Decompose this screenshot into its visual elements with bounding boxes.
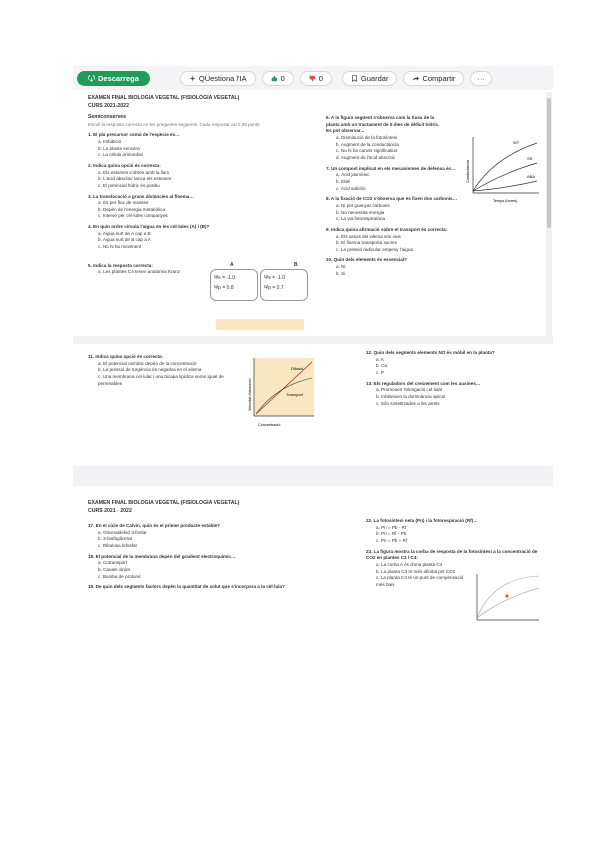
answer-option: a. Cotransport xyxy=(98,560,128,566)
answer-option: c. Pn = Pb + Rf xyxy=(376,537,408,543)
thumbs-up-icon xyxy=(271,75,278,82)
answer-option: c. La via fotorespiratòria xyxy=(336,216,386,222)
series-label: Transport xyxy=(286,392,303,397)
document-page-1 xyxy=(88,95,543,330)
question-17: 17. En el cicle de Calvin, quin és el primer producte estable? xyxy=(88,523,220,529)
more-options-icon: ··· xyxy=(477,73,485,83)
cell-a-psi-p: Ψp = 0.8 xyxy=(214,285,234,291)
share-label: Compartir xyxy=(422,73,456,83)
save-label: Guardar xyxy=(360,73,389,83)
answer-option: a. Gliceraldehid 3-fosfat xyxy=(98,529,147,535)
question-6: 6. A la figura següent s'observa com la tiosa de la planta amb un tractament de 5 dies de dèficit hídric. Es pot observar... xyxy=(326,115,440,134)
answer-option: c. Són sintetitzades a les arrels xyxy=(376,400,440,406)
section-title: Semiconserves xyxy=(88,114,127,121)
dislike-count: 0 xyxy=(318,73,323,83)
answer-option: a. Els vasos del xilema són vius xyxy=(336,233,401,239)
like-count: 0 xyxy=(280,73,285,83)
y-axis-label: Velocitat d'absorció xyxy=(248,378,252,411)
answer-option: d. Augment de l'àcid abscísic xyxy=(336,154,396,160)
cloud-download-icon xyxy=(88,75,95,82)
answer-option: c. Intervé per cèl·lules companyes xyxy=(98,213,168,219)
answer-option: b. Ca xyxy=(376,363,387,369)
question-12: 12. Quin dels següents elements NO és mòbil en la planta? xyxy=(366,350,495,355)
exam-title: EXAMEN FINAL BIOLOGIA VEGETAL (FISIOLOGIA VEGETAL) xyxy=(88,500,240,506)
answer-option: b. No necessita energia xyxy=(336,209,385,215)
answer-option: b. Pn = Rf - Pb xyxy=(376,531,407,537)
question-8: 8. A la fixació de CO2 s'observa que es fixen dos carbonis… xyxy=(326,196,458,202)
answer-option: a. Imbibició xyxy=(98,138,122,144)
question-22: 22. La fotosíntesi neta (Pn) i la fotorespiració (Rf)… xyxy=(366,518,478,523)
document-page-2 xyxy=(88,350,543,460)
figure-thumbnail xyxy=(216,319,304,330)
answer-option: c. Bomba de protons xyxy=(98,573,141,579)
question-13: 13. Els reguladors del creixement com les auxines… xyxy=(366,380,481,386)
scrollbar-thumb[interactable] xyxy=(547,98,551,228)
question-18: 18. El potencial de la membrana depèn del gradient electroquímic… xyxy=(88,553,236,559)
answer-option: a. Disminució de la fotosíntesi xyxy=(336,134,398,140)
ask-ai-label: QÜestiona l'IA xyxy=(198,73,247,83)
answer-option: c. Ribulosa bifosfat xyxy=(98,543,137,549)
answer-option: b. L'àcid abscísic tanca els estomes xyxy=(98,176,172,182)
answer-option: b. Si xyxy=(336,270,346,276)
answer-option: b. Canals iònics xyxy=(98,567,131,572)
exam-course: CURS 2021 - 2022 xyxy=(88,507,132,514)
question-4: 4. En quin ordre circula l'aigua en les cel·lules (A) i (B)? xyxy=(88,224,210,230)
series-label: WT xyxy=(513,140,520,145)
answer-option: a. K xyxy=(376,356,385,362)
answer-option: a. Ni xyxy=(336,264,346,270)
like-button[interactable] xyxy=(262,71,294,86)
share-button[interactable] xyxy=(403,71,464,86)
question-2: 2. Indica quina opció és correcta: xyxy=(88,162,161,168)
answer-option: a. Les plantes C4 tenen anatomia Kranz xyxy=(98,269,180,275)
exam-course: CURS 2021-2022 xyxy=(88,102,129,109)
answer-option: a. Es per flux de masses xyxy=(98,200,149,206)
cell-b-label: B xyxy=(294,262,298,268)
sparkle-icon xyxy=(189,75,196,82)
question-1: 1. El pla precursor comú de l'espècie és… xyxy=(88,132,180,138)
answer-option: a. Àcid jasmònic xyxy=(336,172,370,178)
answer-option: c. La célula primordial xyxy=(98,152,143,158)
question-11: 11. Indica quina opció és correcta: xyxy=(88,354,164,359)
series-label: SR xyxy=(527,156,533,161)
answer-option: c. No hi ha moviment xyxy=(98,244,142,250)
answer-option: a. Pn = Pb - Rf xyxy=(376,524,407,530)
x-axis-label: Temps (hores) xyxy=(493,199,518,203)
series-label: Difusió xyxy=(291,366,304,371)
question-5: 5. Indica la resposta correcta: xyxy=(88,262,153,268)
answer-option: b. El floema transporta sucres xyxy=(336,240,398,246)
answer-option: a. El potencial osmòtic depèn de la concentració xyxy=(98,360,197,366)
more-options-button[interactable] xyxy=(470,71,492,86)
cell-a-psi-s: Ψs = -1.0 xyxy=(214,275,235,281)
download-label: Descarrega xyxy=(98,73,139,83)
answer-option: c. Una membrana cel·lular i una bicapa lipídica seran igual de permeables xyxy=(98,373,224,386)
answer-option: a. Aigua surt de A cap a B xyxy=(98,230,151,236)
answer-option: c. Àcid salicílic xyxy=(336,185,366,191)
answer-option: a. Promouen l'elongació cel·lular xyxy=(376,387,443,393)
download-button[interactable] xyxy=(77,71,150,86)
question-3: 3. La translocació a grans distàncies al floema… xyxy=(88,193,194,199)
dislike-button[interactable] xyxy=(300,71,332,86)
cell-a xyxy=(210,269,258,301)
answer-option: c. No hi ha canvis significatius xyxy=(336,148,398,154)
answer-option: b. La pressió de turgència és negativa en el xilema xyxy=(98,367,202,373)
ask-ai-button[interactable] xyxy=(180,71,256,86)
answer-option: b. Depèn de l'energia metabòlica xyxy=(98,206,166,212)
question-19: 19. De quin dels següents factors depèn la quantitat de solut que s'incorpora a la cèl·lula? xyxy=(88,584,285,590)
cell-b-psi-p: Ψp = 0.7 xyxy=(264,285,284,291)
answer-option: c. P xyxy=(376,369,384,375)
save-button[interactable] xyxy=(342,71,398,86)
y-axis-label: Conductància xyxy=(466,159,470,183)
answer-option: a. La corba A és d'una planta C4 xyxy=(376,561,443,567)
answer-option: b. Inhibeixen la dominància apical xyxy=(376,393,445,399)
share-icon xyxy=(412,75,419,82)
scrollbar[interactable] xyxy=(546,92,552,342)
answer-option: a. Ni pot guanyar carbonis xyxy=(336,202,390,208)
x-axis-label: Concentració xyxy=(258,423,281,427)
answer-option: b. 3-fosfoglicerat xyxy=(98,536,132,542)
answer-option: a. Els estomes s'obren amb la llum xyxy=(98,169,170,175)
page-separator xyxy=(73,466,553,486)
question-23: 23. La figura mostra la corba de resposta de la fotosíntesi a la concentració de CO2 en plantes C3 i C4: xyxy=(366,548,538,561)
answer-option: b. La planta C3 té més afinitat pel CO2 xyxy=(376,568,456,574)
cell-b xyxy=(260,269,308,301)
answer-option: b. Augment de la conductància xyxy=(336,141,399,147)
answer-option: b. Aigua surt de B cap a A xyxy=(98,237,151,243)
co2-response-graph xyxy=(473,572,541,624)
exam-intro: Escull la resposta correcta en les preguntes següents. Cada resposta val 0,25 punts. xyxy=(88,121,261,127)
series-label: ABA xyxy=(527,174,536,179)
question-7: 7. Un compost implicat en els mecanismes de defensa és… xyxy=(326,165,456,171)
question-10: 10. Quin dels elements és essencial? xyxy=(326,257,407,263)
cell-b-psi-s: Ψs = -1.0 xyxy=(264,275,285,281)
thumbs-down-icon xyxy=(309,75,316,82)
document-page-3 xyxy=(88,500,543,640)
answer-option: b. La planta sencera xyxy=(98,145,140,151)
absorption-graph xyxy=(246,356,316,431)
cell-a-label: A xyxy=(230,262,234,268)
cell-diagram xyxy=(210,263,310,303)
conductance-graph xyxy=(463,133,541,205)
answer-option: c. La planta C4 té un punt de compensació més baix xyxy=(376,575,464,587)
answer-option: c. El potencial hídric és positiu xyxy=(98,182,160,188)
document-toolbar xyxy=(73,66,553,90)
bookmark-icon xyxy=(351,75,358,82)
exam-title: EXAMEN FINAL BIOLOGIA VEGETAL (FISIOLOGIA VEGETAL) xyxy=(88,95,240,101)
question-9: 9. Indica quina afirmació sobre el transport és correcta: xyxy=(326,226,448,232)
page-separator xyxy=(73,336,553,344)
answer-option: c. La pressió radicular empeny l'aigua xyxy=(336,246,413,252)
answer-option: b. Etilè xyxy=(336,178,351,184)
